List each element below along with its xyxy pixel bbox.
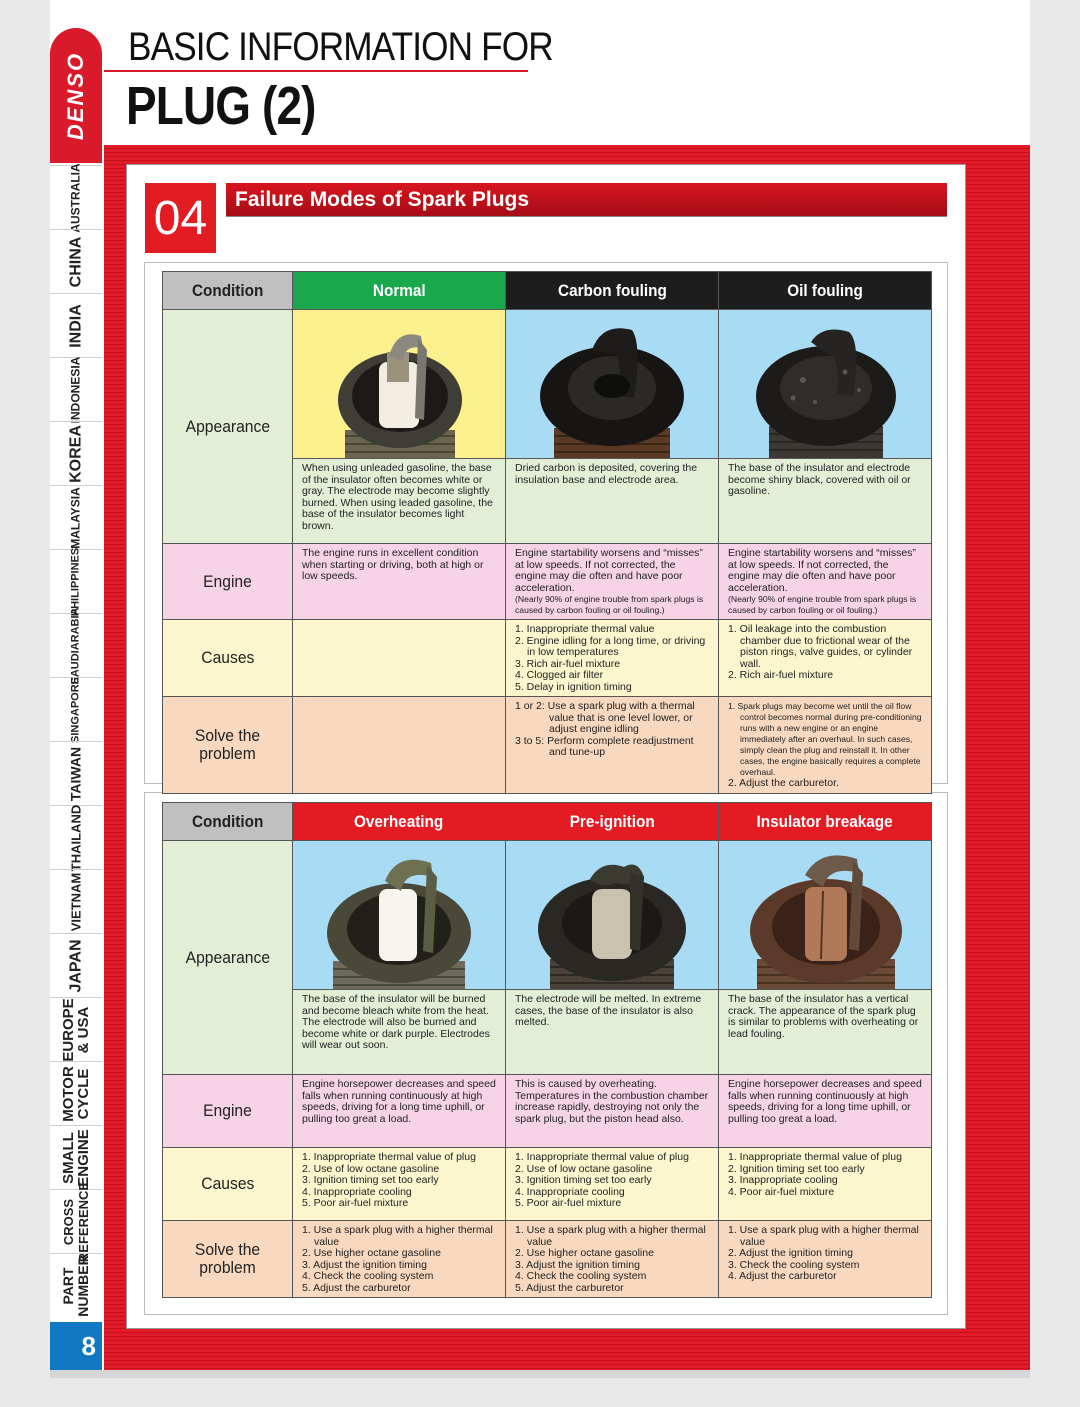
row-label-engine: Engine (163, 1075, 293, 1148)
engine-overheating: Engine horsepower decreases and speed falls when running continuously at high speeds, driving for a long time uphill, or pulling too great a load. (293, 1075, 506, 1148)
row-label-solve: Solve the problem (163, 1221, 293, 1298)
photo-insulator-breakage (719, 841, 932, 990)
solve-oil-fouling-item: 2. Adjust the carburetor. (728, 777, 839, 789)
sidebar-tab-label: MOTOR CYCLE (60, 1065, 92, 1122)
title-divider (104, 70, 528, 72)
list-item: 5. Poor air-fuel mixture (302, 1197, 409, 1209)
list-item: 1. Inappropriate thermal value (515, 623, 655, 635)
causes-insulator-breakage-list (728, 1152, 922, 1198)
list-item: 1. Oil leakage into the combustion chamber due to frictional wear of the piston rings, valve guides, or cylinder wall. (728, 623, 913, 670)
column-header-oil-fouling: Oil fouling (719, 272, 932, 310)
list-item: 5. Adjust the carburetor (515, 1281, 624, 1294)
sidebar-tab-label: TAIWAN (67, 746, 84, 801)
sidebar-tab[interactable] (50, 741, 102, 805)
list-item: 1. Use a spark plug with a higher thermal value (302, 1224, 493, 1248)
solve-carbon-fouling (506, 697, 719, 794)
row-label-appearance: Appearance (163, 841, 293, 1075)
row-label-appearance: Appearance (163, 310, 293, 544)
appearance-oil-fouling: The base of the insulator and electrode become shiny black, covered with oil or gasoline. (719, 459, 932, 544)
sidebar-tab[interactable] (50, 805, 102, 869)
list-item: 4. Check the cooling system (302, 1270, 434, 1282)
list-item: 2. Use of low octane gasoline (302, 1162, 440, 1175)
sidebar-tab[interactable] (50, 293, 102, 357)
list-item: 1. Inappropriate thermal value of plug (515, 1151, 689, 1163)
section-number: 04 (145, 183, 216, 253)
sidebar-tab-label: CROSS REFERENCE (61, 1181, 91, 1262)
solve-oil-fouling (719, 697, 932, 794)
row-label-solve: Solve the problem (163, 697, 293, 794)
sidebar-tab-label: PART NUMBER (60, 1255, 91, 1317)
causes-carbon-fouling-list (515, 624, 709, 693)
sidebar-tab[interactable] (50, 1125, 102, 1189)
appearance-carbon-fouling: Dried carbon is deposited, covering the insulation base and electrode area. (506, 459, 719, 544)
list-item: 1. Use a spark plug with a higher thermal value (728, 1224, 919, 1248)
photo-carbon-fouling (506, 310, 719, 459)
engine-oil-fouling (719, 544, 932, 620)
causes-overheating-list (302, 1152, 496, 1210)
sidebar-tab-label: INDIA (67, 303, 85, 348)
list-item: 4. Inappropriate cooling (515, 1185, 625, 1198)
appearance-insulator-breakage: The base of the insulator has a vertical crack. The appearance of the spark plug is similar to problems with overheating or lead fouling. (719, 990, 932, 1075)
engine-carbon-fouling-note: (Nearly 90% of engine trouble from spark plugs is caused by carbon fouling or oil fouling.) (515, 594, 704, 615)
list-item: 3. Rich air-fuel mixture (515, 657, 621, 670)
photo-overheating (293, 841, 506, 990)
sidebar-tab-label: SAUDIARABIA (69, 607, 82, 684)
engine-carbon-fouling-text: Engine startability worsens and “misses” at low speeds. If not corrected, the engine may die often and have poor acceleration. (515, 547, 703, 594)
sidebar-tab[interactable] (50, 162, 102, 233)
spark-plug-carbon-fouling-image (506, 310, 719, 458)
list-item: 2. Use higher octane gasoline (302, 1247, 441, 1259)
sidebar-tab-label: MALAYSIA (68, 486, 83, 549)
sidebar-tab-label: JAPAN (67, 938, 85, 993)
causes-normal (293, 620, 506, 697)
appearance-overheating: The base of the insulator will be burned and become bleach white from the heat. The electrode will also be burned and become white or dark purple. Electrodes will wear out soon. (293, 990, 506, 1075)
sidebar-tab-label: CHINA (67, 236, 85, 287)
list-item: 2. Engine idling for a long time, or driving in low temperatures (515, 634, 706, 658)
column-header-pre-ignition: Pre-ignition (506, 803, 719, 841)
engine-pre-ignition: This is caused by overheating. Temperatures in the combustion chamber increase rapidly, destroying not only the spark plug, but the piston head also. (506, 1075, 719, 1148)
appearance-pre-ignition: The electrode will be melted. In extreme cases, the base of the insulator is also melted. (506, 990, 719, 1075)
sidebar-tab[interactable] (50, 421, 102, 485)
condition-header: Condition (163, 272, 293, 310)
column-header-insulator-breakage: Insulator breakage (719, 803, 932, 841)
section-title: Failure Modes of Spark Plugs (226, 183, 947, 216)
section-title-underline (226, 216, 947, 217)
engine-insulator-breakage: Engine horsepower decreases and speed falls when running continuously at high speeds, driving for a long time uphill, or pulling too great a load. (719, 1075, 932, 1148)
sidebar-tab-label: INDONESIA (68, 356, 83, 423)
sidebar-tab-label: SMALL ENGINE (60, 1128, 92, 1187)
sidebar-tab-label: AUSTRALIA (68, 162, 83, 233)
solve-normal (293, 697, 506, 794)
list-item: 5. Adjust the carburetor (302, 1281, 411, 1294)
appearance-normal: When using unleaded gasoline, the base of the insulator often becomes white or gray. The electrode may become slightly burned. When using leaded gasoline, the base of the insulator becomes light brown. (293, 459, 506, 544)
page-title-line1: BASIC INFORMATION FOR (128, 25, 553, 69)
sidebar-tab[interactable] (50, 229, 102, 293)
list-item: 3. Adjust the ignition timing (302, 1258, 427, 1271)
row-label-engine: Engine (163, 544, 293, 620)
causes-pre-ignition (506, 1148, 719, 1221)
causes-oil-fouling-list (728, 624, 922, 682)
sidebar-tab[interactable] (50, 1181, 102, 1262)
photo-pre-ignition (506, 841, 719, 990)
failure-table-1 (162, 271, 932, 794)
causes-insulator-breakage (719, 1148, 932, 1221)
list-item: 4. Poor air-fuel mixture (728, 1185, 835, 1198)
solve-pre-ignition-list (515, 1225, 709, 1294)
sidebar-tab[interactable] (50, 357, 102, 421)
engine-normal (293, 544, 506, 620)
list-item: 2. Rich air-fuel mixture (728, 669, 834, 681)
list-item: 3. Ignition timing set too early (302, 1174, 439, 1186)
sidebar-tab-label: EUROPE & USA (60, 997, 92, 1062)
solve-overheating-list (302, 1225, 496, 1294)
page-shadow (50, 1370, 1030, 1378)
list-item: 4. Check the cooling system (515, 1270, 647, 1282)
causes-carbon-fouling (506, 620, 719, 697)
list-item: 3. Adjust the ignition timing (515, 1258, 640, 1271)
causes-overheating (293, 1148, 506, 1221)
column-header-overheating: Overheating (293, 803, 506, 841)
page-number: 8 (50, 1322, 102, 1370)
list-item: 5. Delay in ignition timing (515, 680, 632, 693)
sidebar-tab[interactable] (50, 547, 102, 616)
sidebar-tab[interactable] (50, 1253, 102, 1318)
row-label-causes: Causes (163, 1148, 293, 1221)
sidebar-tab-label: KOREA (67, 424, 85, 483)
page-title-line2: PLUG (2) (126, 76, 316, 136)
list-item: 2. Ignition timing set too early (728, 1162, 865, 1175)
spark-plug-oil-fouling-image (719, 310, 932, 458)
condition-header: Condition (163, 803, 293, 841)
photo-oil-fouling (719, 310, 932, 459)
list-item: 1. Use a spark plug with a higher thermal value (515, 1224, 706, 1248)
spark-plug-insulator-breakage-image (719, 841, 932, 989)
row-label-causes: Causes (163, 620, 293, 697)
solve-insulator-breakage (719, 1221, 932, 1298)
brand-tab[interactable] (50, 28, 102, 163)
list-item: 5. Poor air-fuel mixture (515, 1197, 622, 1209)
sidebar-tab-label: PHILIPPINES (69, 547, 82, 616)
spark-plug-overheating-image (293, 841, 506, 989)
spark-plug-pre-ignition-image (506, 841, 719, 989)
sidebar-tab-label: SINGAPORE (69, 676, 82, 743)
sidebar-tab[interactable] (50, 933, 102, 997)
list-item: 2. Adjust the ignition timing (728, 1247, 853, 1259)
failure-table-2 (162, 802, 932, 1298)
column-header-carbon-fouling: Carbon fouling (506, 272, 719, 310)
column-header-normal: Normal (293, 272, 506, 310)
sidebar-tab[interactable] (50, 997, 102, 1061)
list-item: 4. Inappropriate cooling (302, 1185, 412, 1198)
engine-oil-fouling-text: Engine startability worsens and “misses” at low speeds. If not corrected, the engine may die often and have poor acceleration. (728, 547, 916, 594)
solve-overheating (293, 1221, 506, 1298)
spark-plug-normal-image (293, 310, 506, 458)
list-item: 4. Clogged air filter (515, 669, 604, 681)
solve-oil-fouling-item: 1. Spark plugs may become wet until the oil flow control becomes normal during pre-conditioning runs with a new engine or an engine immediately after an overhaul. In such cases, simply clean the plug and reinstall it. In other cases, the engine basically requires a complete overhaul. (728, 701, 922, 777)
sidebar-tab[interactable] (50, 1061, 102, 1125)
sidebar-tab[interactable] (50, 485, 102, 549)
solve-carbon-fouling-item: 1 or 2: Use a spark plug with a thermal value that is one level lower, or adjust engine idling (515, 700, 695, 735)
list-item: 4. Adjust the carburetor (728, 1270, 837, 1282)
list-item: 2. Use higher octane gasoline (515, 1247, 654, 1259)
solve-pre-ignition (506, 1221, 719, 1298)
list-item: 1. Inappropriate thermal value of plug (302, 1151, 476, 1163)
solve-insulator-breakage-list (728, 1225, 922, 1283)
country-tabs (50, 162, 102, 1318)
sidebar-tab[interactable] (50, 607, 102, 684)
sidebar-tab[interactable] (50, 677, 102, 741)
list-item: 2. Use of low octane gasoline (515, 1162, 653, 1175)
sidebar-tab-label: VIETNAM (68, 872, 84, 931)
solve-carbon-fouling-item: 3 to 5: Perform complete readjustment and tune-up (515, 734, 694, 758)
photo-normal (293, 310, 506, 459)
denso-logo: DENSO (63, 51, 88, 140)
causes-pre-ignition-list (515, 1152, 709, 1210)
list-item: 1. Inappropriate thermal value of plug (728, 1151, 902, 1163)
engine-normal-text: The engine runs in excellent condition when starting or driving, both at high or low speeds. (302, 547, 484, 582)
list-item: 3. Inappropriate cooling (728, 1174, 838, 1186)
causes-oil-fouling (719, 620, 932, 697)
engine-oil-fouling-note: (Nearly 90% of engine trouble from spark plugs is caused by carbon fouling or oil fouling.) (728, 594, 917, 615)
sidebar-tab-label: THAILAND (68, 804, 84, 871)
sidebar (50, 0, 102, 1370)
list-item: 3. Ignition timing set too early (515, 1174, 652, 1186)
engine-carbon-fouling (506, 544, 719, 620)
list-item: 3. Check the cooling system (728, 1258, 860, 1271)
sidebar-tab[interactable] (50, 869, 102, 933)
